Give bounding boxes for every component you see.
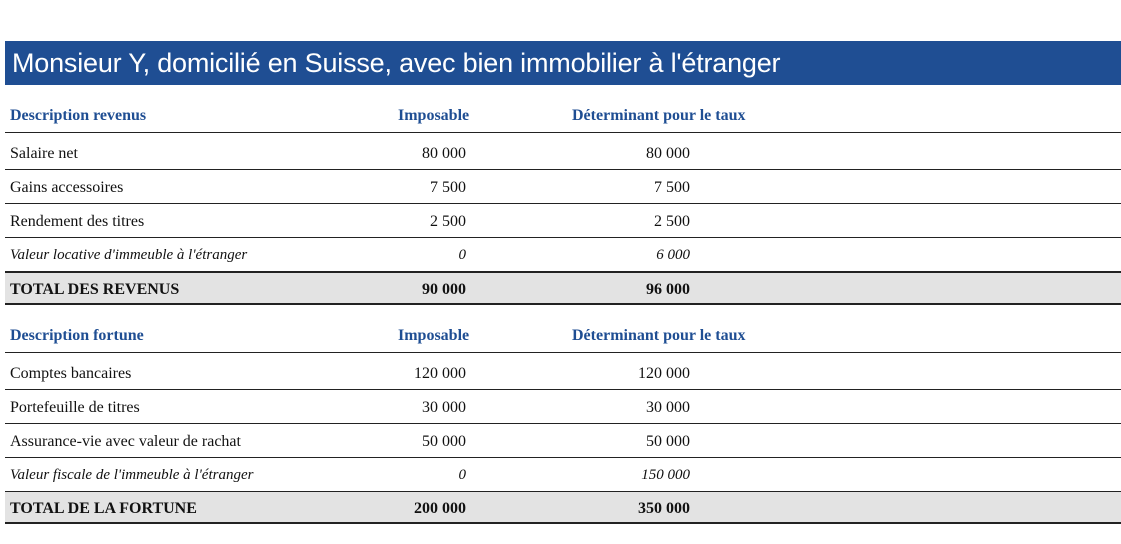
row-determinant: 30 000 bbox=[646, 399, 690, 416]
row-desc: Valeur locative d'immeuble à l'étranger bbox=[10, 247, 248, 263]
row-determinant: 80 000 bbox=[646, 145, 690, 162]
revenus-total-row bbox=[5, 272, 1121, 305]
row-desc: Assurance-vie avec valeur de rachat bbox=[10, 433, 241, 450]
row-imposable: 30 000 bbox=[422, 399, 466, 416]
fortune-total-row bbox=[5, 491, 1121, 524]
row-desc: Salaire net bbox=[10, 145, 78, 162]
table-row bbox=[5, 137, 1121, 170]
row-desc: Portefeuille de titres bbox=[10, 399, 140, 416]
fortune-header-desc: Description fortune bbox=[10, 327, 144, 344]
row-desc: Comptes bancaires bbox=[10, 365, 132, 382]
row-determinant: 2 500 bbox=[654, 213, 690, 230]
table-row bbox=[5, 171, 1121, 204]
revenus-header-imposable: Imposable bbox=[398, 107, 470, 124]
table-row bbox=[5, 459, 1121, 492]
row-determinant: 150 000 bbox=[641, 467, 690, 483]
total-determinant: 350 000 bbox=[638, 500, 690, 517]
table-row bbox=[5, 425, 1121, 458]
row-desc: Valeur fiscale de l'immeuble à l'étranger bbox=[10, 467, 254, 483]
row-desc: Rendement des titres bbox=[10, 213, 145, 230]
row-imposable: 120 000 bbox=[414, 365, 466, 382]
revenus-header-desc: Description revenus bbox=[10, 107, 147, 124]
row-imposable: 2 500 bbox=[430, 213, 466, 230]
row-imposable: 0 bbox=[458, 247, 466, 263]
fortune-header-imposable: Imposable bbox=[398, 327, 470, 344]
title-bar bbox=[5, 41, 1121, 85]
total-determinant: 96 000 bbox=[646, 281, 690, 298]
row-imposable: 50 000 bbox=[422, 433, 466, 450]
fortune-header-determinant: Déterminant pour le taux bbox=[572, 327, 746, 344]
total-desc: TOTAL DES REVENUS bbox=[10, 281, 180, 298]
revenus-header-determinant: Déterminant pour le taux bbox=[572, 107, 746, 124]
total-desc: TOTAL DE LA FORTUNE bbox=[10, 500, 197, 517]
fortune-header-row bbox=[5, 321, 1121, 353]
row-determinant: 7 500 bbox=[654, 179, 690, 196]
row-imposable: 7 500 bbox=[430, 179, 466, 196]
page-title: Monsieur Y, domicilié en Suisse, avec bien immobilier à l'étranger bbox=[12, 48, 781, 78]
table-row bbox=[5, 391, 1121, 424]
table-row bbox=[5, 239, 1121, 272]
total-imposable: 90 000 bbox=[422, 281, 466, 298]
total-imposable: 200 000 bbox=[414, 500, 466, 517]
revenus-header-row bbox=[5, 101, 1121, 133]
table-row bbox=[5, 205, 1121, 238]
row-determinant: 6 000 bbox=[656, 247, 690, 263]
row-determinant: 50 000 bbox=[646, 433, 690, 450]
row-imposable: 0 bbox=[458, 467, 466, 483]
row-determinant: 120 000 bbox=[638, 365, 690, 382]
row-desc: Gains accessoires bbox=[10, 179, 124, 196]
row-imposable: 80 000 bbox=[422, 145, 466, 162]
table-row bbox=[5, 357, 1121, 390]
